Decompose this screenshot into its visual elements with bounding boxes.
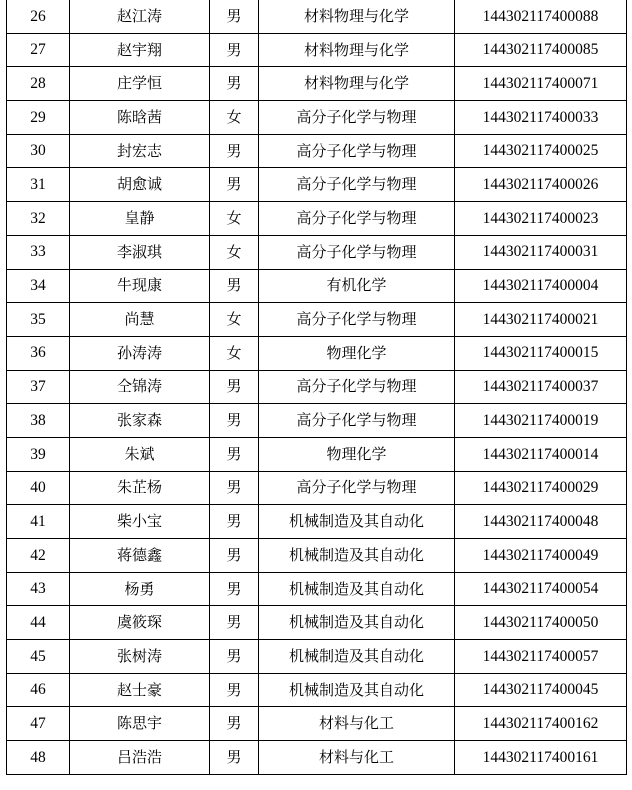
exam-id-cell: 144302117400025 [455,134,627,168]
gender-cell: 女 [210,202,259,236]
exam-id-cell: 144302117400049 [455,539,627,573]
exam-id-cell: 144302117400023 [455,202,627,236]
table-row [7,33,627,67]
table-row [7,101,627,135]
major-cell: 机械制造及其自动化 [259,539,455,573]
gender-cell: 女 [210,303,259,337]
major-cell: 机械制造及其自动化 [259,505,455,539]
major-cell: 高分子化学与物理 [259,168,455,202]
major-cell: 材料物理与化学 [259,33,455,67]
exam-id-cell: 144302117400029 [455,471,627,505]
student-name-cell: 柴小宝 [70,505,210,539]
row-number-cell: 46 [7,673,70,707]
student-name-cell: 孙涛涛 [70,336,210,370]
exam-id-cell: 144302117400015 [455,336,627,370]
row-number-cell: 48 [7,741,70,775]
gender-cell: 男 [210,673,259,707]
exam-id-cell: 144302117400019 [455,404,627,438]
row-number-cell: 36 [7,336,70,370]
major-cell: 高分子化学与物理 [259,404,455,438]
exam-id-cell: 144302117400014 [455,437,627,471]
table-row [7,572,627,606]
table-row [7,673,627,707]
row-number-cell: 40 [7,471,70,505]
exam-id-cell: 144302117400057 [455,640,627,674]
table-row [7,741,627,775]
table-row [7,505,627,539]
table-row [7,606,627,640]
student-name-cell: 皇静 [70,202,210,236]
row-number-cell: 31 [7,168,70,202]
gender-cell: 女 [210,336,259,370]
gender-cell: 男 [210,33,259,67]
gender-cell: 男 [210,539,259,573]
student-name-cell: 蒋德鑫 [70,539,210,573]
row-number-cell: 41 [7,505,70,539]
major-cell: 材料物理与化学 [259,0,455,33]
major-cell: 机械制造及其自动化 [259,606,455,640]
table-row [7,707,627,741]
gender-cell: 男 [210,437,259,471]
major-cell: 高分子化学与物理 [259,235,455,269]
table-row [7,539,627,573]
gender-cell: 男 [210,168,259,202]
gender-cell: 男 [210,606,259,640]
row-number-cell: 38 [7,404,70,438]
student-name-cell: 胡愈诚 [70,168,210,202]
row-number-cell: 37 [7,370,70,404]
major-cell: 高分子化学与物理 [259,101,455,135]
exam-id-cell: 144302117400021 [455,303,627,337]
row-number-cell: 47 [7,707,70,741]
student-name-cell: 赵江涛 [70,0,210,33]
table-row [7,471,627,505]
student-list-table-container [6,0,626,775]
student-name-cell: 仝锦涛 [70,370,210,404]
gender-cell: 男 [210,741,259,775]
student-name-cell: 朱芷杨 [70,471,210,505]
table-row [7,202,627,236]
row-number-cell: 43 [7,572,70,606]
row-number-cell: 30 [7,134,70,168]
exam-id-cell: 144302117400162 [455,707,627,741]
table-row [7,168,627,202]
student-name-cell: 陈思宇 [70,707,210,741]
major-cell: 高分子化学与物理 [259,134,455,168]
exam-id-cell: 144302117400048 [455,505,627,539]
exam-id-cell: 144302117400054 [455,572,627,606]
table-row [7,336,627,370]
table-row [7,134,627,168]
row-number-cell: 28 [7,67,70,101]
table-row [7,303,627,337]
student-name-cell: 庄学恒 [70,67,210,101]
student-name-cell: 李淑琪 [70,235,210,269]
major-cell: 物理化学 [259,437,455,471]
table-row [7,67,627,101]
student-name-cell: 吕浩浩 [70,741,210,775]
student-name-cell: 赵士豪 [70,673,210,707]
table-row [7,235,627,269]
table-row [7,269,627,303]
student-name-cell: 虞筱琛 [70,606,210,640]
row-number-cell: 32 [7,202,70,236]
student-name-cell: 陈晗茜 [70,101,210,135]
gender-cell: 男 [210,640,259,674]
row-number-cell: 44 [7,606,70,640]
gender-cell: 男 [210,269,259,303]
major-cell: 高分子化学与物理 [259,303,455,337]
table-row [7,370,627,404]
student-name-cell: 牛现康 [70,269,210,303]
gender-cell: 男 [210,0,259,33]
gender-cell: 男 [210,471,259,505]
exam-id-cell: 144302117400004 [455,269,627,303]
student-name-cell: 封宏志 [70,134,210,168]
exam-id-cell: 144302117400088 [455,0,627,33]
table-row [7,404,627,438]
exam-id-cell: 144302117400045 [455,673,627,707]
major-cell: 机械制造及其自动化 [259,673,455,707]
major-cell: 高分子化学与物理 [259,202,455,236]
gender-cell: 男 [210,134,259,168]
major-cell: 材料与化工 [259,707,455,741]
student-name-cell: 尚慧 [70,303,210,337]
exam-id-cell: 144302117400037 [455,370,627,404]
row-number-cell: 27 [7,33,70,67]
major-cell: 材料物理与化学 [259,67,455,101]
row-number-cell: 39 [7,437,70,471]
gender-cell: 女 [210,235,259,269]
exam-id-cell: 144302117400026 [455,168,627,202]
major-cell: 材料与化工 [259,741,455,775]
gender-cell: 男 [210,505,259,539]
exam-id-cell: 144302117400033 [455,101,627,135]
major-cell: 高分子化学与物理 [259,370,455,404]
row-number-cell: 45 [7,640,70,674]
exam-id-cell: 144302117400031 [455,235,627,269]
row-number-cell: 26 [7,0,70,33]
gender-cell: 男 [210,572,259,606]
student-name-cell: 赵宇翔 [70,33,210,67]
table-body [7,0,627,774]
table-row [7,437,627,471]
gender-cell: 男 [210,707,259,741]
exam-id-cell: 144302117400085 [455,33,627,67]
exam-id-cell: 144302117400071 [455,67,627,101]
gender-cell: 男 [210,67,259,101]
major-cell: 机械制造及其自动化 [259,640,455,674]
gender-cell: 男 [210,404,259,438]
row-number-cell: 42 [7,539,70,573]
student-name-cell: 张家森 [70,404,210,438]
major-cell: 机械制造及其自动化 [259,572,455,606]
student-name-cell: 张树涛 [70,640,210,674]
exam-id-cell: 144302117400050 [455,606,627,640]
exam-id-cell: 144302117400161 [455,741,627,775]
student-name-cell: 朱斌 [70,437,210,471]
major-cell: 高分子化学与物理 [259,471,455,505]
major-cell: 物理化学 [259,336,455,370]
table-row [7,640,627,674]
gender-cell: 女 [210,101,259,135]
student-name-cell: 杨勇 [70,572,210,606]
student-list-table [6,0,627,775]
table-row [7,0,627,33]
major-cell: 有机化学 [259,269,455,303]
row-number-cell: 33 [7,235,70,269]
gender-cell: 男 [210,370,259,404]
row-number-cell: 34 [7,269,70,303]
row-number-cell: 35 [7,303,70,337]
row-number-cell: 29 [7,101,70,135]
